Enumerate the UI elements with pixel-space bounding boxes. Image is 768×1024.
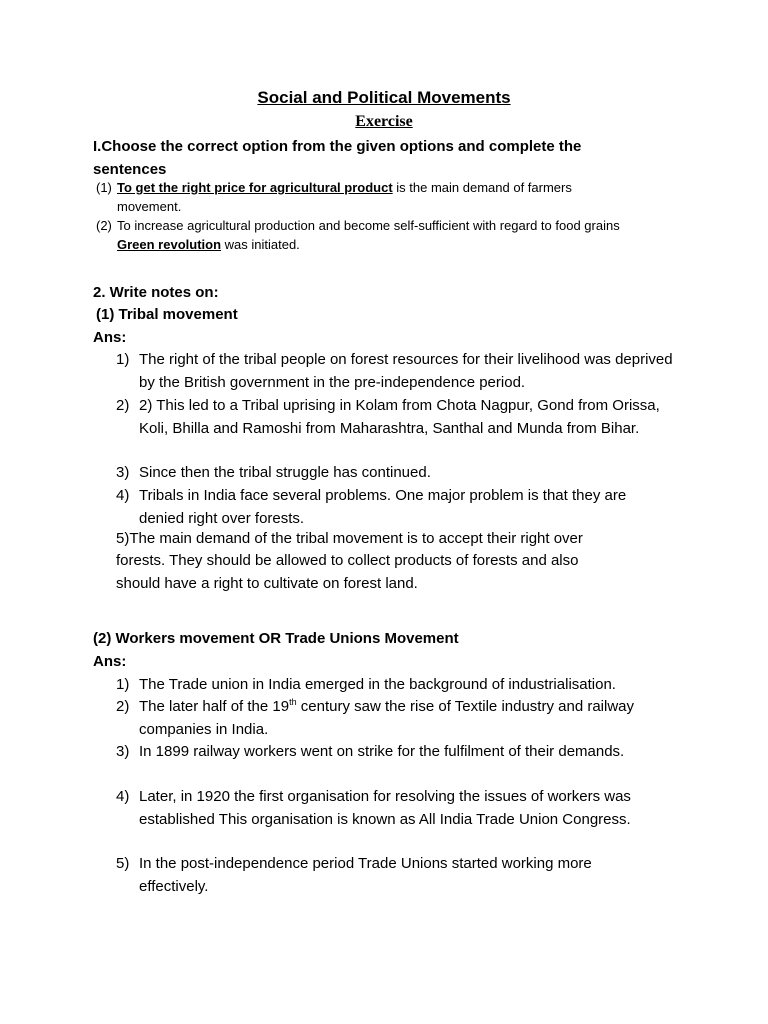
sentence-continuation: movement. xyxy=(117,199,182,214)
answer-label: Ans: xyxy=(93,329,127,346)
sentence-text: was initiated. xyxy=(221,237,300,252)
answer-text: To get the right price for agricultural product xyxy=(117,180,393,195)
answer-label: Ans: xyxy=(93,653,127,670)
tribal-movement-heading: (1) Tribal movement xyxy=(96,306,238,323)
fill-blank-item-1 xyxy=(96,178,696,218)
paragraph-line: should have a right to cultivate on forest land. xyxy=(116,575,418,592)
item-number: (1) xyxy=(96,180,112,195)
fill-blank-item-2 xyxy=(96,216,716,256)
document-page: Social and Political Movements Exercise I.Choose the correct option from the given options and complete the sentences (1) To get the right price for agricultural product is the main demand of farmers movement. (2) To increase agricultural production and become self-sufficient with regard to food grains Green revolution was initiated. 2. Write notes on: (1) Tribal movement Ans: 1) The right of the tribal people on forest resources for their livelihood was deprived by the British government in the pre-independence period. 2) 2) This led to a Tribal uprising in Kolam from Chota Nagpur, Gond from Orissa, Koli, Bhilla and Ramoshi from Maharashtra, Santhal and Munda from Bihar. 3) Since then the tribal struggle has continued. 4) Tribals in India face several problems. One major problem is that they are denied right over forests. 5)The main demand of the tribal movement is to accept their right over forests. They should be allowed to collect products of forests and also should have a right to cultivate on forest land. (2) Workers movement OR Trade Unions Movement Ans: 1) The Trade union in India emerged in the background of industrialisation. 2) The later half of the 19th century saw the rise of Textile industry and railway companies in India. 3) In 1899 railway workers went on strike for the fulfilment of their demands. 4) Later, in 1920 the first organisation for resolving the issues of workers was established This organisation is known as All India Trade Union Congress. 5) In the post-independence period Trade Unions started working more effectively. xyxy=(0,0,768,1024)
answer-text: Green revolution xyxy=(117,237,222,252)
section1-heading: I.Choose the correct option from the given options and complete the sentences xyxy=(93,138,582,178)
paragraph-line: forests. They should be allowed to collect products of forests and also xyxy=(116,552,579,569)
page-title: Social and Political Movements xyxy=(257,88,511,107)
sentence-text: is the main demand of farmers xyxy=(392,180,572,195)
item-number: (2) xyxy=(96,218,112,233)
section2-heading: 2. Write notes on: xyxy=(93,284,219,301)
workers-movement-heading: (2) Workers movement OR Trade Unions Movement xyxy=(93,630,459,647)
sentence-text: To increase agricultural production and become self-sufficient with regard to food grains xyxy=(117,218,620,233)
page-subtitle: Exercise xyxy=(355,113,413,130)
paragraph-line: 5)The main demand of the tribal movement is to accept their right over xyxy=(116,530,583,547)
